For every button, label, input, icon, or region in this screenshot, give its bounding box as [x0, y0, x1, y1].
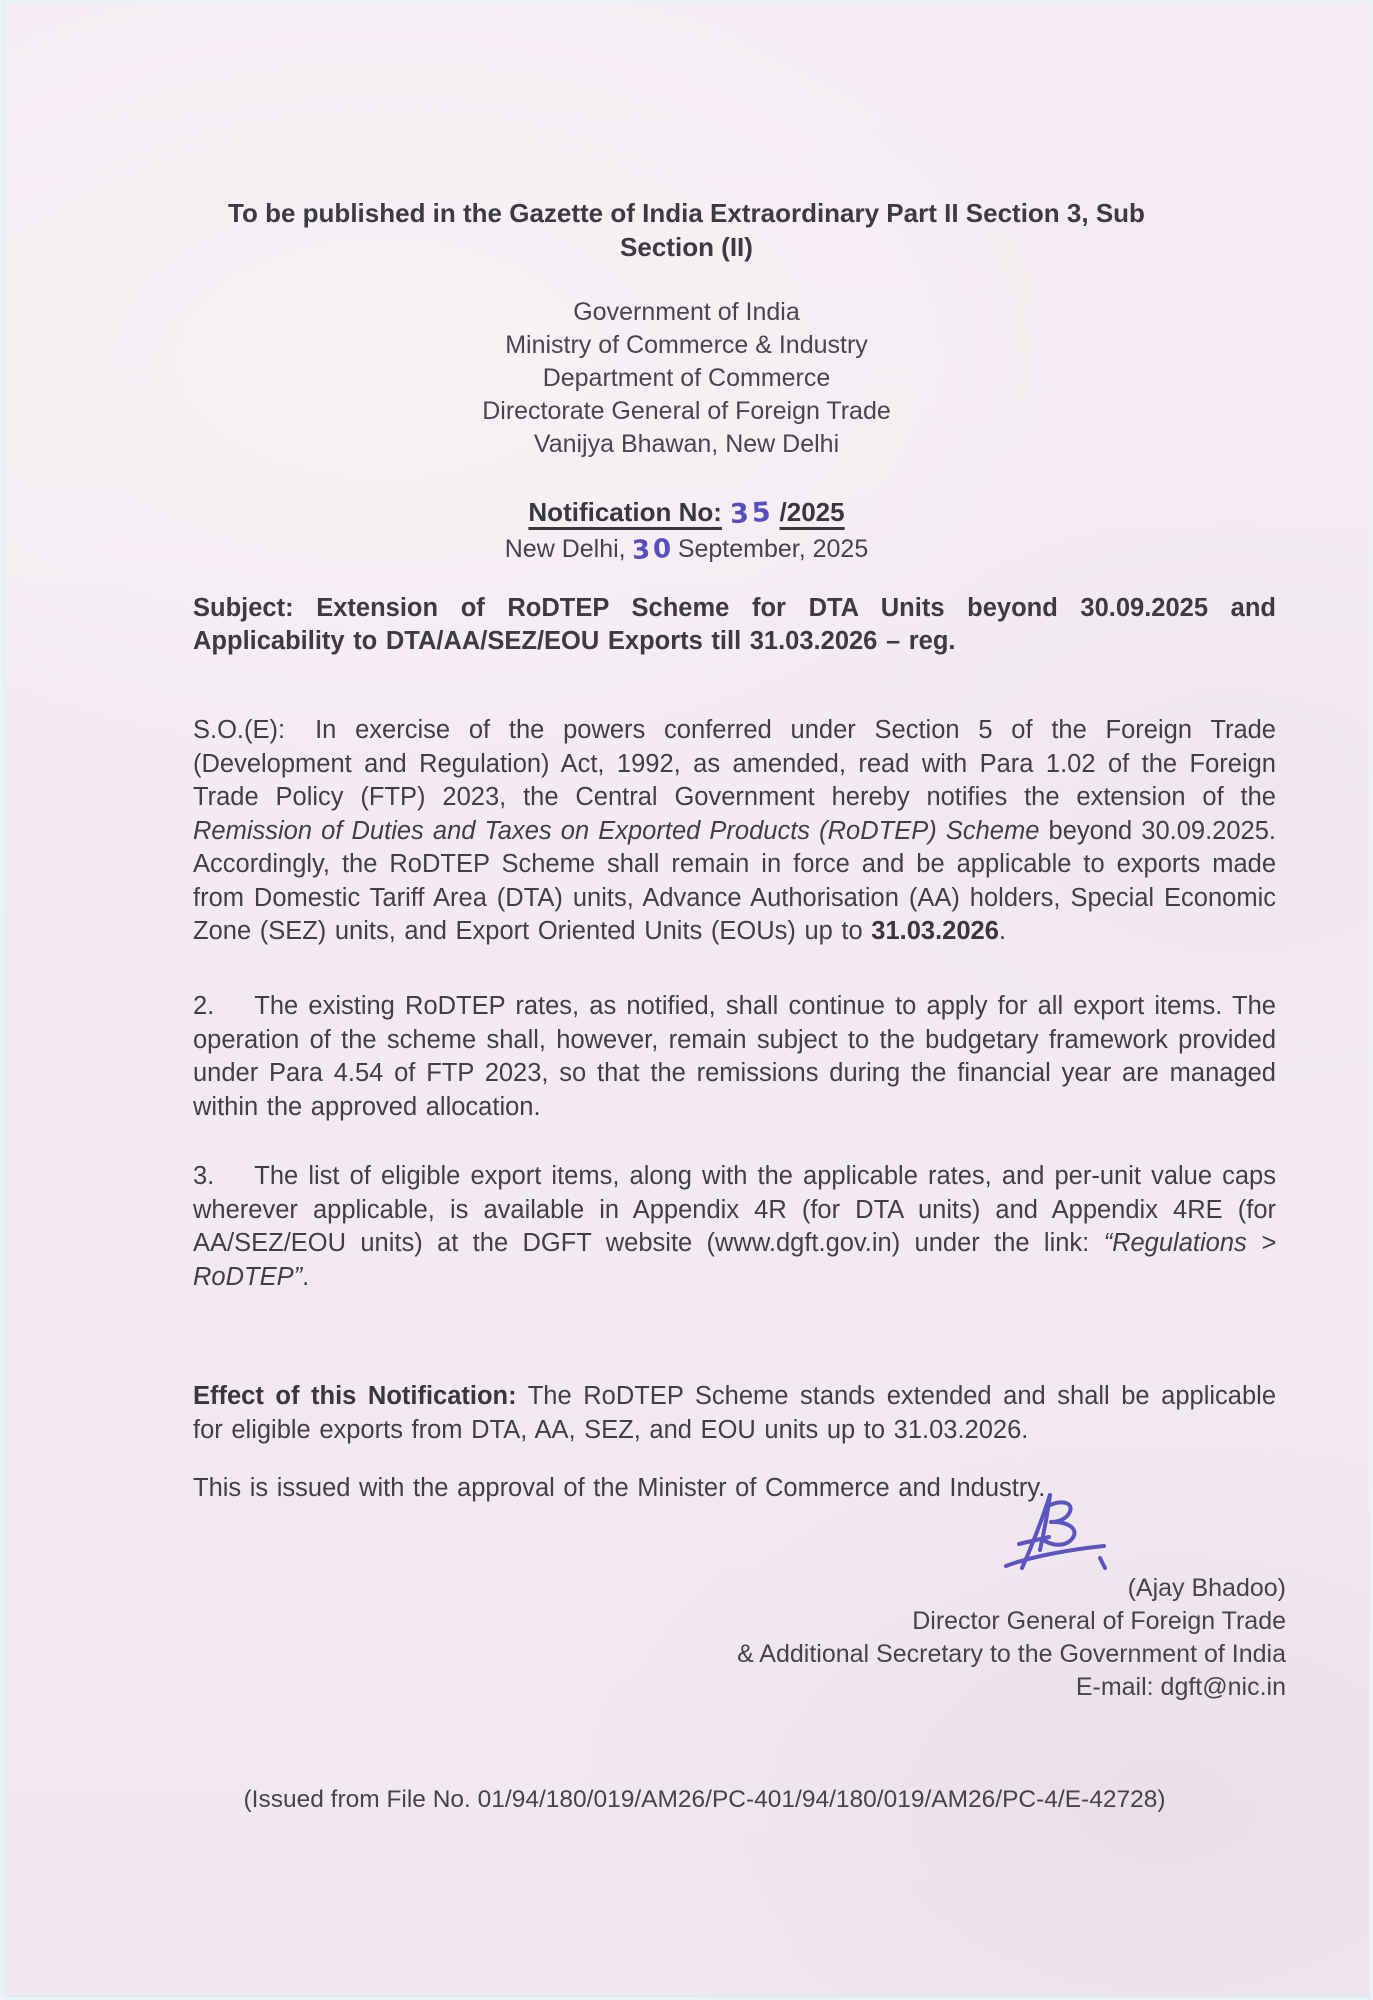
letterhead-address: Vanijya Bhawan, New Delhi — [533, 430, 840, 458]
letterhead-directorate: Directorate General of Foreign Trade — [482, 397, 891, 425]
paragraph-1-text: In exercise of the powers conferred under Section 5 of the Foreign Trade (Development and Regulation) Act, 1992, as amended, read with Para 1.02 of the Foreign Trade Policy (FTP) 2023, the Central Government hereby notifies the extension of the — [193, 716, 1276, 811]
paragraph-2 — [193, 990, 1276, 1124]
signatory-email: E-mail: dgft@nic.in — [1075, 1673, 1286, 1701]
paragraph-3-text: The list of eligible export items, along with the applicable rates, and per-unit value caps wherever applicable, is available in Appendix 4R (for DTA units) and Appendix 4RE (for AA/SEZ/EOU units) at the DGFT website (www.dgft.gov.in) under the link: — [193, 1162, 1276, 1257]
paragraph-1-text-cont: beyond 30.09.2025. Accordingly, the RoDTEP Scheme shall remain in force and be applicable to exports made from Domestic Tariff Area (DTA) units, Advance Authorisation (AA) holders, Special Economic Zone (SEZ) units, and Export Oriented Units (EOUs) up to — [193, 816, 1276, 945]
effect-label-bold: Effect of this Notification: — [193, 1382, 517, 1410]
handwritten-notification-number: 35 — [729, 496, 775, 531]
date-place: New Delhi, — [504, 535, 626, 563]
gazette-header-line2: Section (II) — [620, 232, 753, 262]
so-e-label: S.O.(E): — [193, 716, 286, 744]
signatory-title-1: Director General of Foreign Trade — [912, 1607, 1286, 1635]
paragraph-1-period: . — [998, 917, 1006, 945]
approval-line: This is issued with the approval of the Minister of Commerce and Industry. — [193, 1474, 1046, 1502]
signatory-title-2: & Additional Secretary to the Government of India — [737, 1640, 1286, 1668]
notification-number-line — [0, 496, 1373, 531]
paragraph-3-period: . — [302, 1262, 310, 1291]
letterhead-ministry: Ministry of Commerce & Industry — [505, 331, 868, 359]
letterhead — [0, 296, 1373, 461]
notification-label: Notification No: — [528, 497, 722, 527]
file-number-line: (Issued from File No. 01/94/180/019/AM26/PC-401/94/180/019/AM26/PC-4/E-42728) — [243, 1786, 1166, 1813]
paragraph-3-number: 3. — [193, 1162, 215, 1190]
letterhead-department: Department of Commerce — [542, 364, 831, 392]
scheme-name-italic: Remission of Duties and Taxes on Exported Products (RoDTEP) Scheme — [193, 816, 1040, 845]
gazette-header — [0, 196, 1373, 264]
gazette-header-line1: To be published in the Gazette of India Extraordinary Part II Section 3, Sub — [228, 198, 1145, 228]
paragraph-2-number: 2. — [193, 992, 215, 1020]
effect-text: The RoDTEP Scheme stands extended and shall be applicable for eligible exports from DTA, AA, SEZ, and EOU units up to 31.03.2026. — [193, 1382, 1277, 1444]
paragraph-so-e — [193, 714, 1276, 949]
letterhead-government: Government of India — [573, 298, 800, 326]
paragraph-2-text: The existing RoDTEP rates, as notified, shall continue to apply for all export items. The operation of the scheme shall, however, remain subject to the budgetary framework provided under Para 4.54 of FTP 2023, so that the remissions during the financial year are managed within the approved allocation. — [193, 992, 1276, 1121]
regulations-link-italic: “Regulations > RoDTEP” — [193, 1229, 1276, 1291]
effect-paragraph — [193, 1380, 1276, 1447]
paragraph-3 — [193, 1160, 1276, 1294]
subject-line: Subject: Extension of RoDTEP Scheme for DTA Units beyond 30.09.2025 and Applicability to DTA/AA/SEZ/EOU Exports till 31.03.2026 – reg. — [193, 594, 1276, 655]
date-rest: September, 2025 — [677, 535, 869, 563]
notification-year: /2025 — [779, 497, 845, 527]
signature-block — [737, 1572, 1286, 1704]
deadline-date-bold: 31.03.2026 — [871, 917, 999, 945]
signatory-name: (Ajay Bhadoo) — [1127, 1574, 1286, 1602]
handwritten-day: 30 — [630, 533, 675, 567]
date-line — [0, 533, 1373, 567]
